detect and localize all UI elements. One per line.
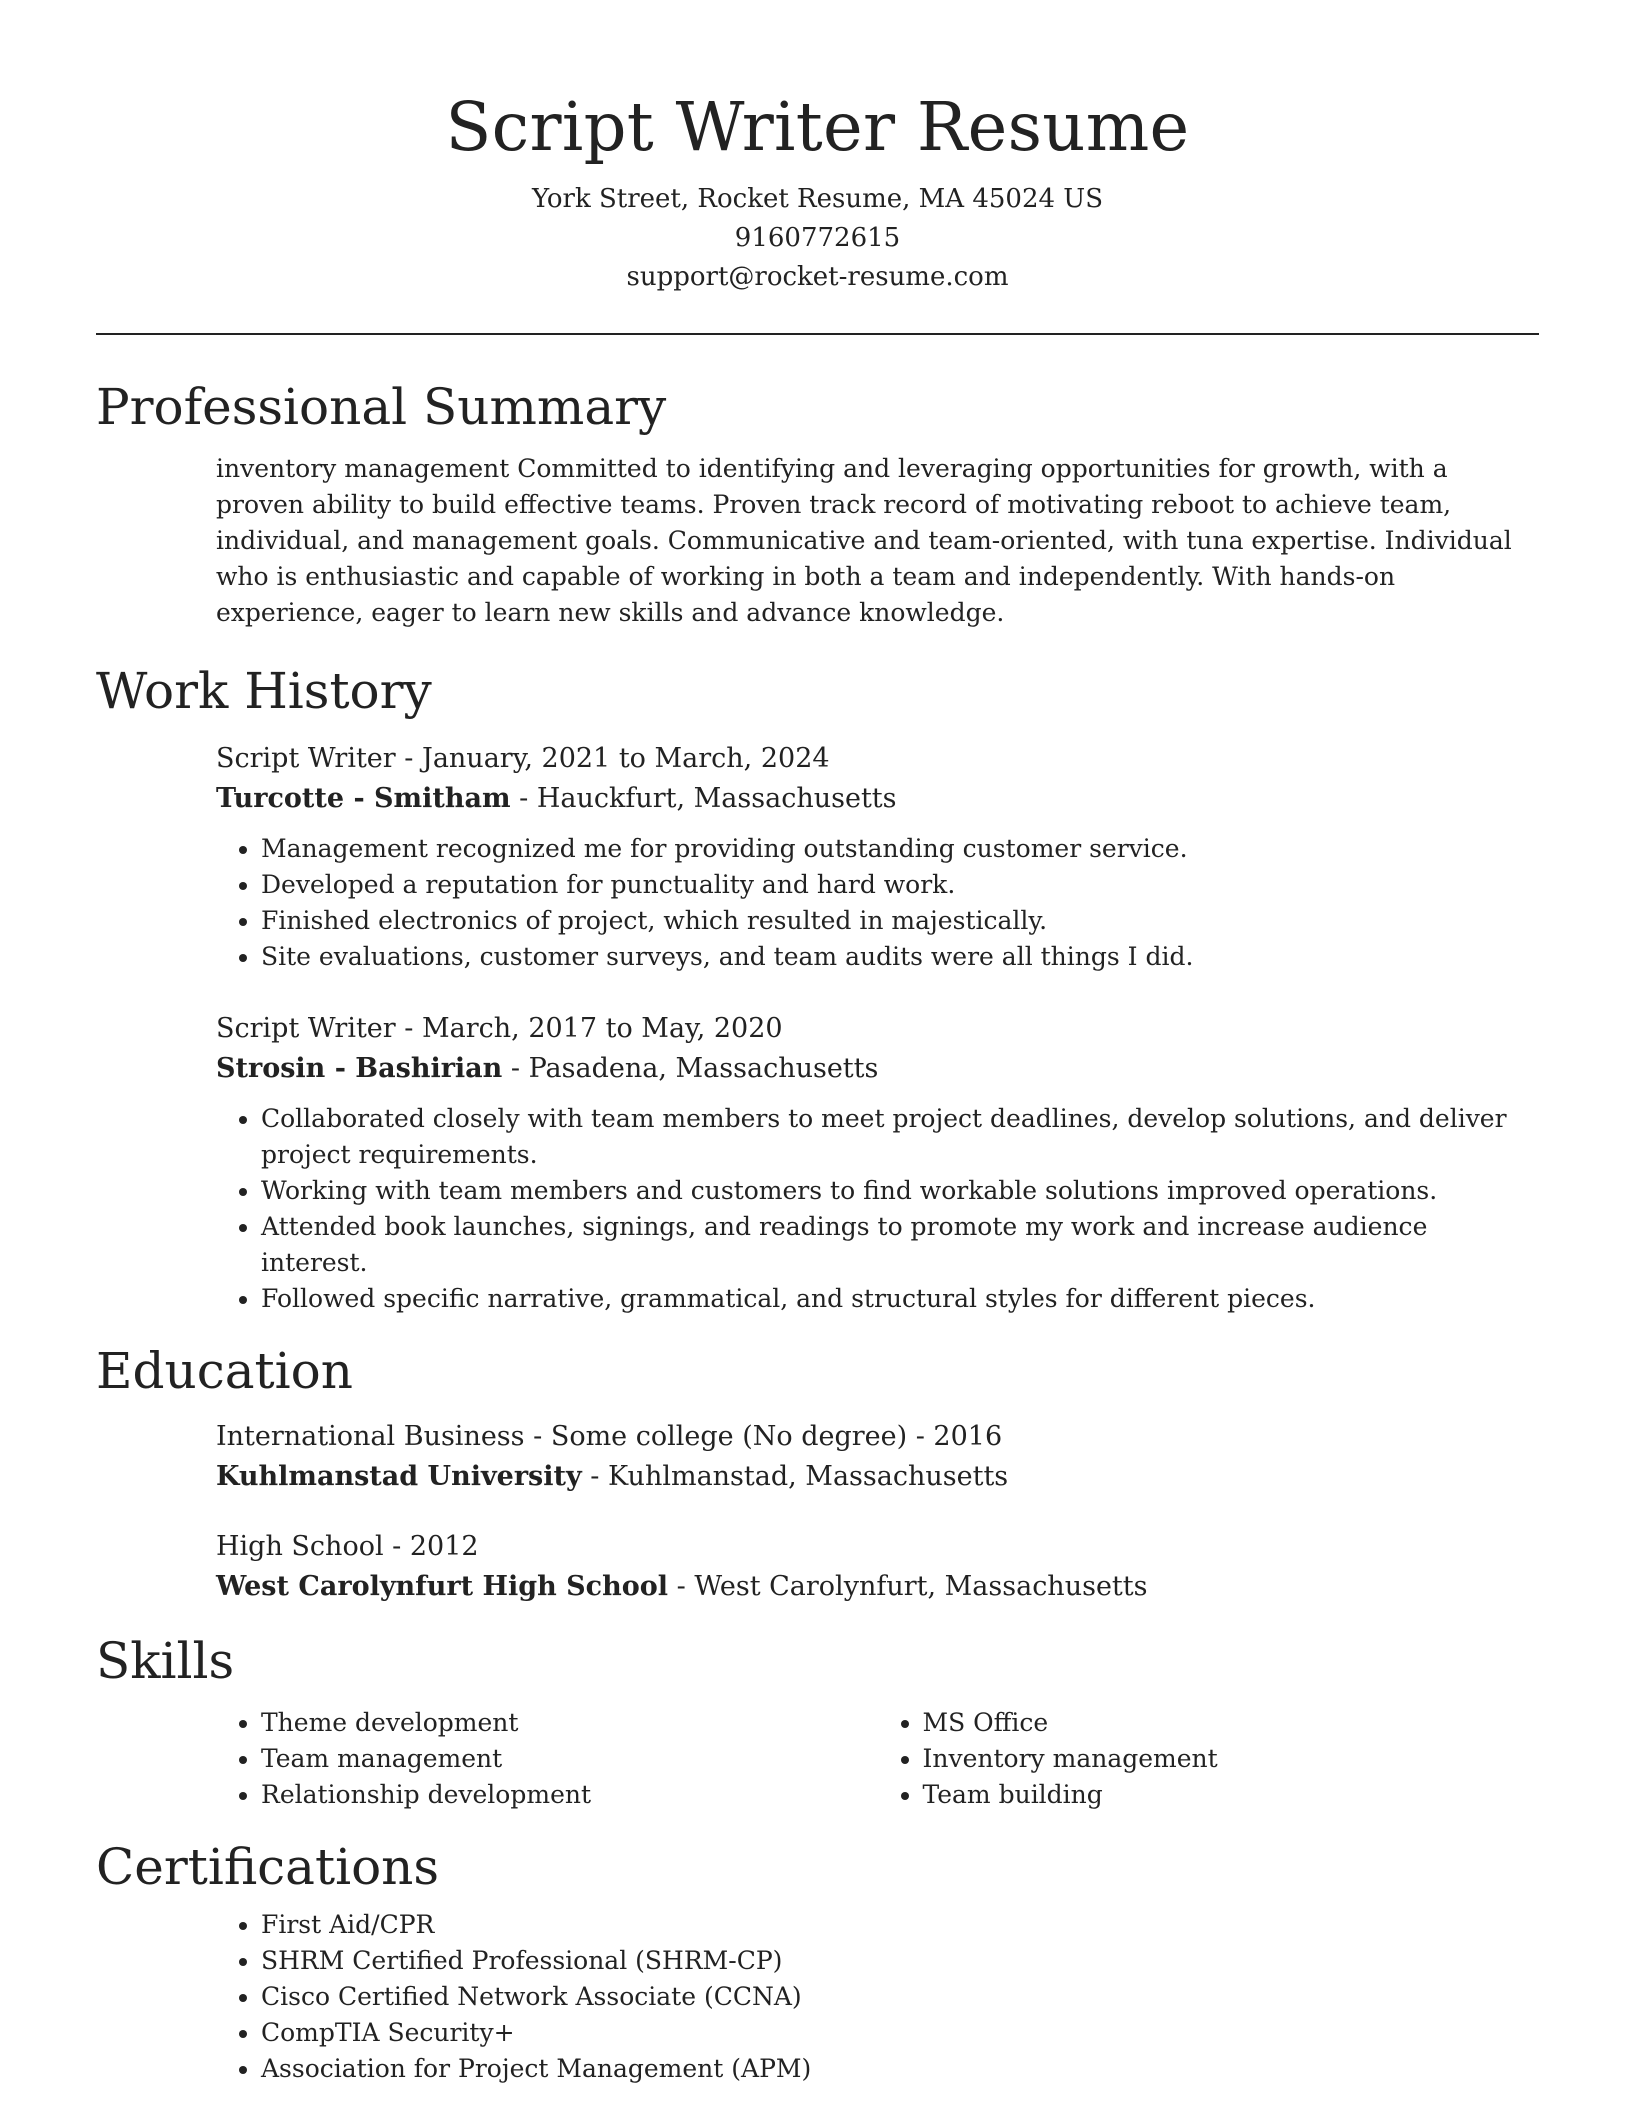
resume-header [96, 0, 1539, 297]
job-company: Strosin - Bashirian [216, 1053, 503, 1084]
job-location: - Hauckfurt, Massachusetts [510, 783, 897, 814]
job-location: - Pasadena, Massachusetts [502, 1053, 879, 1084]
job-company: Turcotte - Smitham [216, 783, 511, 814]
summary-heading: Professional Summary [96, 378, 667, 436]
education-school-line [216, 1567, 1539, 1607]
education-section [96, 1339, 1539, 1607]
job-entry [216, 739, 1539, 819]
education-degree: International Business [216, 1421, 525, 1452]
list-item: • Management recognized me for providing outstanding customer service. [261, 831, 1539, 867]
skills-list-left [216, 1705, 878, 1813]
list-item: • First Aid/CPR [261, 1907, 1539, 1943]
list-item: • SHRM Certified Professional (SHRM-CP) [261, 1943, 1539, 1979]
education-detail: - Some college (No degree) - 2016 [524, 1421, 1003, 1452]
list-item: • Site evaluations, customer surveys, and team audits were all things I did. [261, 939, 1539, 975]
job-company-line [216, 779, 1539, 819]
education-detail: - 2012 [383, 1531, 479, 1562]
contact-phone: 9160772615 [734, 223, 901, 253]
list-item: • Collaborated closely with team members to meet project deadlines, develop solutions, and deliver project requirements. [261, 1101, 1539, 1173]
education-location: - West Carolynfurt, Massachusetts [668, 1571, 1148, 1602]
job-title-line [216, 1009, 1539, 1049]
list-item: • Attended book launches, signings, and readings to promote my work and increase audience interest. [261, 1209, 1539, 1281]
job-title-line [216, 739, 1539, 779]
education-location: - Kuhlmanstad, Massachusetts [581, 1461, 1009, 1492]
list-item: • Finished electronics of project, which resulted in majestically. [261, 903, 1539, 939]
job-company-line [216, 1049, 1539, 1089]
job-role: Script Writer [216, 743, 396, 774]
resume-title: Script Writer Resume [445, 88, 1190, 166]
education-degree-line [216, 1527, 1539, 1567]
contact-address: York Street, Rocket Resume, MA 45024 US [531, 184, 1104, 214]
certifications-section [96, 1835, 1539, 2087]
list-item: • Cisco Certified Network Associate (CCNA) [261, 1979, 1539, 2015]
education-entry [216, 1527, 1539, 1607]
resume-page [96, 0, 1539, 2087]
list-item: • Theme development [261, 1705, 878, 1741]
education-school: West Carolynfurt High School [216, 1571, 669, 1602]
education-degree-line [216, 1417, 1539, 1457]
list-item: • MS Office [923, 1705, 1540, 1741]
education-school-line [216, 1457, 1539, 1497]
certifications-list [216, 1907, 1539, 2087]
list-item: • Working with team members and customers to find workable solutions improved operations. [261, 1173, 1539, 1209]
list-item: • Team management [261, 1741, 878, 1777]
education-school: Kuhlmanstad University [216, 1461, 582, 1492]
job-role: Script Writer [216, 1013, 396, 1044]
skills-columns [216, 1705, 1539, 1813]
skills-list-right [878, 1705, 1540, 1813]
list-item: • Followed specific narrative, grammatical, and structural styles for different pieces. [261, 1281, 1539, 1317]
header-divider [96, 333, 1539, 335]
education-heading: Education [96, 1342, 353, 1400]
list-item: • Team building [923, 1777, 1540, 1813]
list-item: • Association for Project Management (APM) [261, 2051, 1539, 2087]
job-bullets [216, 1101, 1539, 1317]
list-item: • Inventory management [923, 1741, 1540, 1777]
education-entry [216, 1417, 1539, 1497]
job-dates: - March, 2017 to May, 2020 [395, 1013, 783, 1044]
skills-heading: Skills [96, 1632, 235, 1690]
certifications-heading: Certifications [96, 1838, 440, 1896]
job-bullets [216, 831, 1539, 975]
summary-text: inventory management Committed to identifying and leveraging opportunities for growth, with a proven ability to build effective teams. Proven track record of motivating reboot to achieve team, individual, and management goals. Communicative and team-oriented, with tuna expertise. Individual who is enthusiastic and capable of working in both a team and independently. With hands-on experience, eager to learn new skills and advance knowledge. [216, 454, 1512, 627]
education-degree: High School [216, 1531, 384, 1562]
list-item: • Relationship development [261, 1777, 878, 1813]
list-item: • CompTIA Security+ [261, 2015, 1539, 2051]
job-dates: - January, 2021 to March, 2024 [395, 743, 830, 774]
skills-section [96, 1629, 1539, 1813]
work-history-section [96, 659, 1539, 1317]
job-entry [216, 1009, 1539, 1089]
summary-section [96, 375, 1539, 631]
contact-email: support@rocket-resume.com [626, 262, 1009, 292]
list-item: • Developed a reputation for punctuality and hard work. [261, 867, 1539, 903]
work-history-heading: Work History [96, 662, 432, 720]
